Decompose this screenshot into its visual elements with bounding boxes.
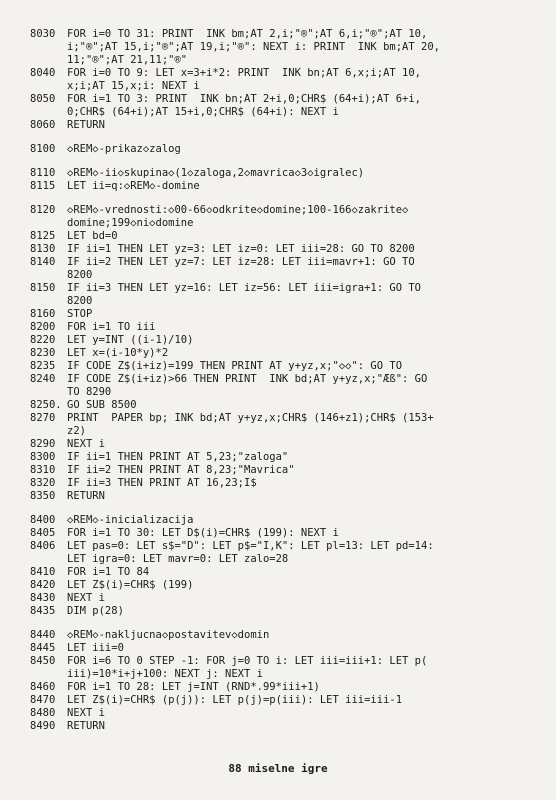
line-number: 8100 (30, 143, 56, 155)
code-line (30, 119, 536, 132)
code-line (30, 347, 536, 360)
code-line (30, 681, 536, 694)
line-gap (30, 618, 536, 629)
line-number: 8490 (30, 720, 56, 732)
code-line (30, 256, 536, 282)
code-line (30, 490, 536, 503)
line-number: 8410 (30, 566, 56, 578)
code-line (30, 204, 536, 230)
line-number: 8160 (30, 308, 56, 320)
line-gap (30, 132, 536, 143)
code-line (30, 399, 536, 412)
code-line (30, 360, 536, 373)
code-line (30, 720, 536, 733)
line-number: 8320 (30, 477, 56, 489)
line-number: 8450 (30, 655, 56, 667)
line-code: IF ii=2 THEN PRINT AT 8,23;"Mavrica" (67, 464, 295, 476)
line-number: 8230 (30, 347, 56, 359)
line-number: 8460 (30, 681, 56, 693)
line-number: 8110 (30, 167, 56, 179)
code-line (30, 514, 536, 527)
line-number: 8250. (30, 399, 62, 411)
line-number: 8445 (30, 642, 56, 654)
line-code: STOP (67, 308, 93, 320)
code-line (30, 28, 536, 67)
code-line (30, 642, 536, 655)
line-number: 8120 (30, 204, 56, 216)
line-code: LET pas=0: LET s$="D": LET p$="I,K": LET pl=13: LET pd=14: LET igra=0: LET mavr=0: LET zalo=28 (67, 540, 434, 565)
line-number: 8235 (30, 360, 56, 372)
line-code: IF ii=1 THEN PRINT AT 5,23;"zaloga" (67, 451, 289, 463)
code-line (30, 334, 536, 347)
line-code: FOR i=1 TO 30: LET D$(i)=CHR$ (199): NEXT i (67, 527, 339, 539)
line-number: 8290 (30, 438, 56, 450)
line-code: FOR i=6 TO 0 STEP -1: FOR j=0 TO i: LET iii=iii+1: LET p( iii)=10*i+j+100: NEXT j: NEXT i (67, 655, 428, 680)
line-code: IF CODE Z$(i+iz)>66 THEN PRINT INK bd;AT y+yz,x;"Æß": GO TO 8290 (67, 373, 428, 398)
line-number: 8300 (30, 451, 56, 463)
line-number: 8030 (30, 28, 56, 40)
code-line (30, 412, 536, 438)
code-line (30, 694, 536, 707)
code-line (30, 373, 536, 399)
code-line (30, 655, 536, 681)
page-footer: 88 miselne igre (228, 762, 328, 775)
line-code: FOR i=1 TO 28: LET j=INT (RND*.99*iii+1) (67, 681, 320, 693)
line-number: 8140 (30, 256, 56, 268)
line-number: 8310 (30, 464, 56, 476)
code-line (30, 579, 536, 592)
line-code: LET iii=0 (67, 642, 124, 654)
code-line (30, 93, 536, 119)
line-number: 8480 (30, 707, 56, 719)
code-line (30, 566, 536, 579)
code-line (30, 243, 536, 256)
line-number: 8060 (30, 119, 56, 131)
line-code: FOR i=0 TO 31: PRINT INK bm;AT 2,i;"®";AT 6,i;"®";AT 10, i;"®";AT 15,i;"®";AT 19,i;"®": NEXT i: PRINT INK bm;AT 20, 11;"®";AT 21,11;"®" (67, 28, 440, 66)
code-line (30, 308, 536, 321)
code-line (30, 67, 536, 93)
line-code: ◇REM◇-inicializacija (67, 514, 194, 526)
line-code: LET Z$(i)=CHR$ (199) (67, 579, 194, 591)
line-code: ◇REM◇-nakljucna◇postavitev◇domin (67, 629, 270, 641)
line-code: ◇REM◇-prikaz◇zalog (67, 143, 181, 155)
line-number: 8115 (30, 180, 56, 192)
line-number: 8200 (30, 321, 56, 333)
line-number: 8350 (30, 490, 56, 502)
line-number: 8430 (30, 592, 56, 604)
code-line (30, 540, 536, 566)
line-number: 8470 (30, 694, 56, 706)
code-line (30, 477, 536, 490)
line-code: NEXT i (67, 707, 105, 719)
line-number: 8420 (30, 579, 56, 591)
line-code: FOR i=0 TO 9: LET x=3+i*2: PRINT INK bn;AT 6,x;i;AT 10, x;i;AT 15,x;i: NEXT i (67, 67, 422, 92)
line-number: 8406 (30, 540, 56, 552)
code-line (30, 451, 536, 464)
line-number: 8220 (30, 334, 56, 346)
line-gap (30, 156, 536, 167)
line-code: FOR i=1 TO 3: PRINT INK bn;AT 2+i,0;CHR$ (64+i);AT 6+i, 0;CHR$ (64+i);AT 15+i,0;CHR$ (64+i): NEXT i (67, 93, 422, 118)
code-line (30, 143, 536, 156)
code-line (30, 707, 536, 720)
line-code: RETURN (67, 119, 105, 131)
line-code: NEXT i (67, 592, 105, 604)
code-line (30, 527, 536, 540)
line-number: 8270 (30, 412, 56, 424)
code-line (30, 438, 536, 451)
code-line (30, 282, 536, 308)
line-code: FOR i=1 TO iii (67, 321, 156, 333)
line-code: LET ii=q:◇REM◇-domine (67, 180, 200, 192)
code-line (30, 592, 536, 605)
line-code: FOR i=1 TO 84 (67, 566, 150, 578)
line-number: 8130 (30, 243, 56, 255)
line-number: 8240 (30, 373, 56, 385)
code-line (30, 180, 536, 193)
line-code: ◇REM◇-vrednosti:◇00-66◇odkrite◇domine;100-166◇zakrite◇ domine;199◇ni◇domine (67, 204, 409, 229)
line-code: IF ii=2 THEN LET yz=7: LET iz=28: LET iii=mavr+1: GO TO 8200 (67, 256, 415, 281)
line-code: RETURN (67, 490, 105, 502)
line-code: RETURN (67, 720, 105, 732)
line-number: 8150 (30, 282, 56, 294)
line-code: NEXT i (67, 438, 105, 450)
code-line (30, 321, 536, 334)
line-code: DIM p(28) (67, 605, 124, 617)
line-number: 8405 (30, 527, 56, 539)
line-number: 8400 (30, 514, 56, 526)
line-number: 8440 (30, 629, 56, 641)
line-code: GO SUB 8500 (67, 399, 137, 411)
line-number: 8125 (30, 230, 56, 242)
line-code: IF ii=3 THEN LET yz=16: LET iz=56: LET iii=igra+1: GO TO 8200 (67, 282, 422, 307)
line-code: IF ii=1 THEN LET yz=3: LET iz=0: LET iii=28: GO TO 8200 (67, 243, 415, 255)
line-code: LET x=(i-10*y)*2 (67, 347, 169, 359)
line-gap (30, 503, 536, 514)
code-line (30, 167, 536, 180)
code-line (30, 230, 536, 243)
line-number: 8040 (30, 67, 56, 79)
line-number: 8050 (30, 93, 56, 105)
line-code: PRINT PAPER bp; INK bd;AT y+yz,x;CHR$ (146+z1);CHR$ (153+ z2) (67, 412, 434, 437)
code-listing (30, 28, 536, 733)
code-line (30, 605, 536, 618)
line-gap (30, 193, 536, 204)
line-number: 8435 (30, 605, 56, 617)
line-code: IF ii=3 THEN PRINT AT 16,23;I$ (67, 477, 257, 489)
line-code: LET y=INT ((i-1)/10) (67, 334, 194, 346)
code-line (30, 464, 536, 477)
line-code: LET bd=0 (67, 230, 118, 242)
line-code: LET Z$(i)=CHR$ (p(j)): LET p(j)=p(iii): LET iii=iii-1 (67, 694, 403, 706)
code-line (30, 629, 536, 642)
line-code: IF CODE Z$(i+iz)=199 THEN PRINT AT y+yz,x;"◇◇": GO TO (67, 360, 403, 372)
line-code: ◇REM◇-ii◇skupina◇(1◇zaloga,2◇mavrica◇3◇igralec) (67, 167, 365, 179)
